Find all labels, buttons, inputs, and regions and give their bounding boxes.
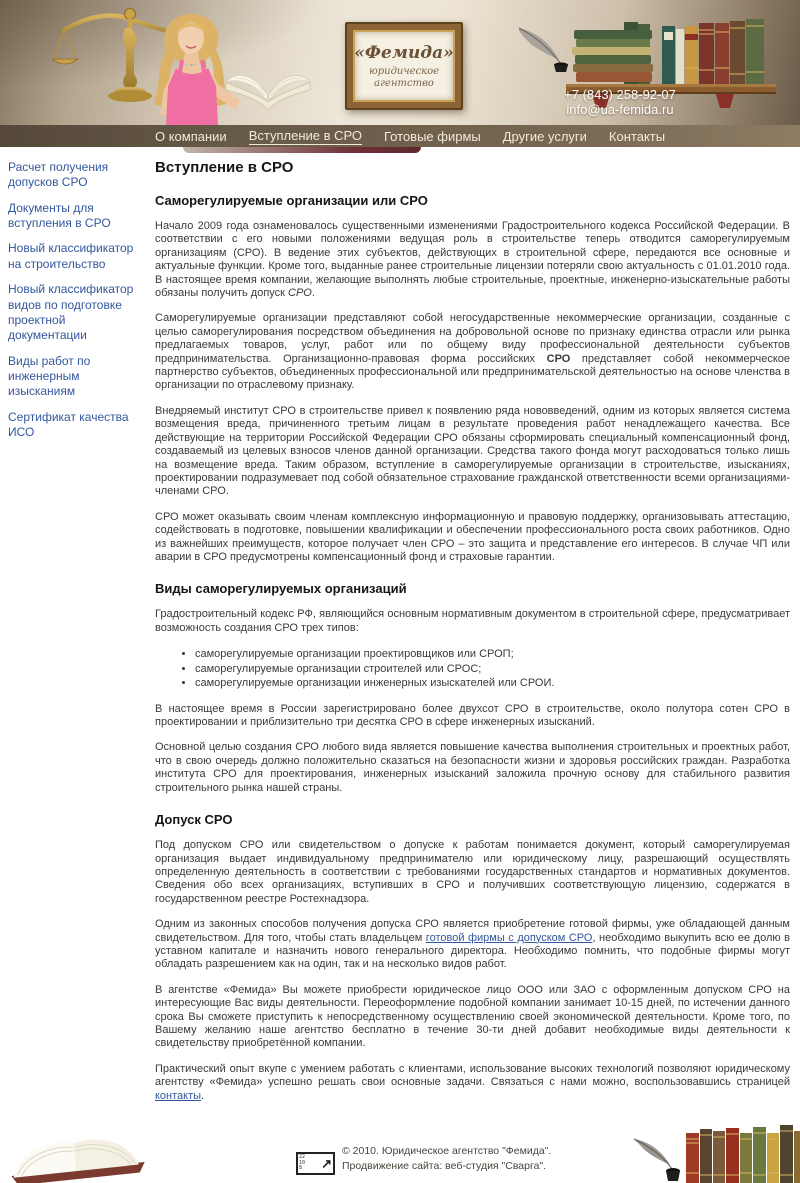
contacts-link[interactable]: контакты [155, 1089, 202, 1102]
phone-number: +7 (843) 258-92-07 [564, 87, 676, 102]
content [0, 147, 800, 1115]
page-title: Вступление в СРО [155, 159, 294, 176]
paragraph: Основной целью создания СРО любого вида является повышение качества выполнения строительных и проектных работ, что в свою очередь должно положительно сказаться на безопасности жизни и здоровья российских граждан. Разработка института СРО для проектирования, инженерных изысканий заложила прочную основу для стабильного развития строительного рынка нашей страны. [155, 741, 790, 794]
list-item: • саморегулируемые организации инженерных изыскателей или СРОИ. [195, 676, 790, 691]
paragraph: Под допуском СРО или свидетельством о допуске к работам понимается документ, который саморегулируемая организация выдает индивидуальному предпринимателю или юридическому лицу, разрешающий осуществлять определенную деятельность в соответствии с требованиями государственных стандартов и нормативных документов. Сведения обо всех организациях, вступивших в СРО и получивших соответствующую лицензию, содержатся в государственном реестре Ростехнадзора. [155, 839, 790, 905]
books-quill-graphic [632, 1125, 800, 1183]
nav-item-ready-firms[interactable]: Готовые фирмы [384, 128, 481, 144]
header [0, 0, 800, 125]
copyright-line: © 2010. Юридическое агентство "Фемида". [342, 1144, 552, 1157]
sidebar-item-classifier-construction[interactable]: Новый классификатор на строительство [8, 241, 134, 271]
header-contacts [548, 88, 692, 118]
paragraph: Градостроительный кодекс РФ, являющийся основным нормативным документом в строительной сфере, предусматривает возможность создания СРО трех типов: [155, 608, 790, 634]
counter-arrow-icon: ↗ [321, 1155, 332, 1171]
logo-title: «Фемида» [354, 43, 454, 63]
paragraph: Одним из законных способов получения допуска СРО является приобретение готовой фирмы, уже обладающей данным свидетельством. Для того, чтобы стать владельцем готовой фирмы с допуском СРО, необходимо выкупить всю ее долю в уставном капитале и назначить нового генерального директора. Необходимо помнить, что подобные фирмы могут обладать разрешением как на один, так и на несколько видов работ. [155, 918, 791, 971]
sidebar-item-classifier-design[interactable]: Новый классификатор видов по подготовке проектной документации [8, 282, 134, 343]
paragraph: СРО может оказывать своим членам комплексную информационную и правовую поддержку, организовывать аттестацию, содействовать в подготовке, повышении квалификации и обеспечении профессионального роста своих работников. Одно из важнейших преимуществ, которое получает член СРО – это защита и представление его интересов. В случае ЧП или аварии в СРО предусмотрены компенсационный фонд и страховые гарантии. [155, 510, 790, 563]
logo-subtitle: юридическое агентство [368, 66, 440, 89]
copyright [342, 1144, 551, 1176]
logo-frame [345, 22, 463, 110]
main-navigation [0, 125, 800, 147]
paragraph: Внедряемый институт СРО в строительстве привел к появлению ряда нововведений, одним из которых является система возмещения вреда, причиненного третьим лицам в результате проведения работ ненадлежащего качества. Все действующие на территории Российской Федерации СРО обязаны сформировать специальный компенсационный фонд, создаваемый из целевых взносов членов данной организации. Средства такого фонда могут расходоваться только лишь на возмещение вреда. Таким образом, вступление в саморегулируемые организации в строительстве, изысканиях, проектировании подразумевает под собой обязательное страхование гражданской ответственности всеми организациями-членами СРО. [155, 404, 790, 498]
open-book-icon [2, 1129, 152, 1183]
sidebar-item-dopusk-calc[interactable]: Расчет получения допусков СРО [8, 160, 109, 190]
list-item: • саморегулируемые организации строителей или СРОС; [195, 662, 790, 677]
main-article [150, 147, 800, 1115]
sidebar [0, 147, 150, 1115]
header-photo-edge [183, 147, 421, 153]
nav-item-contacts[interactable]: Контакты [608, 128, 666, 144]
sidebar-item-iso[interactable]: Сертификат качества ИСО [8, 409, 129, 440]
promotion-line: Продвижение сайта: веб-студия "Сварга". [342, 1160, 547, 1173]
quill-inkwell-icon [515, 26, 573, 72]
visit-counter[interactable] [296, 1152, 335, 1175]
email-address: info@ua-femida.ru [566, 101, 674, 117]
nav-item-about[interactable]: О компании [155, 128, 227, 144]
list-item: • саморегулируемые организации проектировщиков или СРОП; [195, 647, 790, 662]
paragraph: В настоящее время в России зарегистрировано более двухсот СРО в строительстве, около полутора сотен СРО в проектировании и приблизительно три десятка СРО в сфере инженерных изысканий. [155, 702, 790, 729]
ready-firm-link[interactable]: готовой фирмы с допуском СРО [425, 931, 593, 944]
paragraph: Начало 2009 года ознаменовалось существенными изменениями Градостроительного кодекса Российской Федерации. В соответствии с его новыми положениями ведущая роль в строительстве теперь отводится саморегулируемым организациям (СРО). В ведение этих субъектов, действующих в строительной сфере, передаются все основные и актуальные функции. Кроме того, выданные ранее строительные лицензии потеряли свою актуальность с 01.01.2010 года. В настоящее время компании, желающие выполнять любые строительные, проектные, инженерно-изыскательные работы обязаны получить допуск СРО. [155, 220, 790, 300]
section-heading-types: Виды саморегулируемых организаций [155, 581, 407, 597]
nav-item-sro[interactable]: Вступление в СРО [248, 127, 363, 143]
sidebar-item-documents[interactable]: Документы для вступления в СРО [8, 200, 111, 231]
sro-types-list [195, 647, 790, 691]
paragraph: Практический опыт вкупе с умением работать с клиентами, использование высоких технологий позволяют юридическому агентству «Фемида» успешно решать свои основные задачи. Связаться с нами можно, воспользовавшись страницей контакты. [155, 1062, 790, 1102]
logo [353, 30, 455, 102]
sidebar-item-survey-works[interactable]: Виды работ по инженерным изысканиям [8, 353, 91, 399]
paragraph: В агентстве «Фемида» Вы можете приобрести юридическое лицо ООО или ЗАО с оформленным допуском СРО на интересующие Вас виды деятельности. Переоформление подобной компании занимает 10-15 дней, по истечении данного срока Вы сможете приступить к непосредственному осуществлению своей экономической деятельности. Кроме того, по Вашему желанию наше агентство бесплатно в течение 30-ти дней добавит необходимые виды деятельности к свидетельству приобретённой компании. [155, 983, 790, 1050]
paragraph: Саморегулируемые организации представляют собой негосударственные некоммерческие организации, созданные с целью саморегулирования посредством объединения на добровольной основе по признаку единства отрасли или рынка предлагаемых товаров, услуг, работ или по общему виду профессиональной деятельности субъектов предпринимательства. Организационно-правовая форма российских СРО представляет собой некоммерческое партнерство субъектов, объединенных профессиональной или предпринимательской деятельностью на основе членства в организации по отраслевому признаку. [155, 312, 790, 392]
open-book-icon [222, 66, 314, 118]
nav-item-other-services[interactable]: Другие услуги [502, 128, 587, 144]
section-heading-dopusk: Допуск СРО [155, 812, 233, 828]
footer [0, 1121, 800, 1183]
section-heading-sro: Саморегулируемые организации или СРО [155, 193, 428, 208]
counter-digits: 22 10 8 [299, 1154, 306, 1172]
